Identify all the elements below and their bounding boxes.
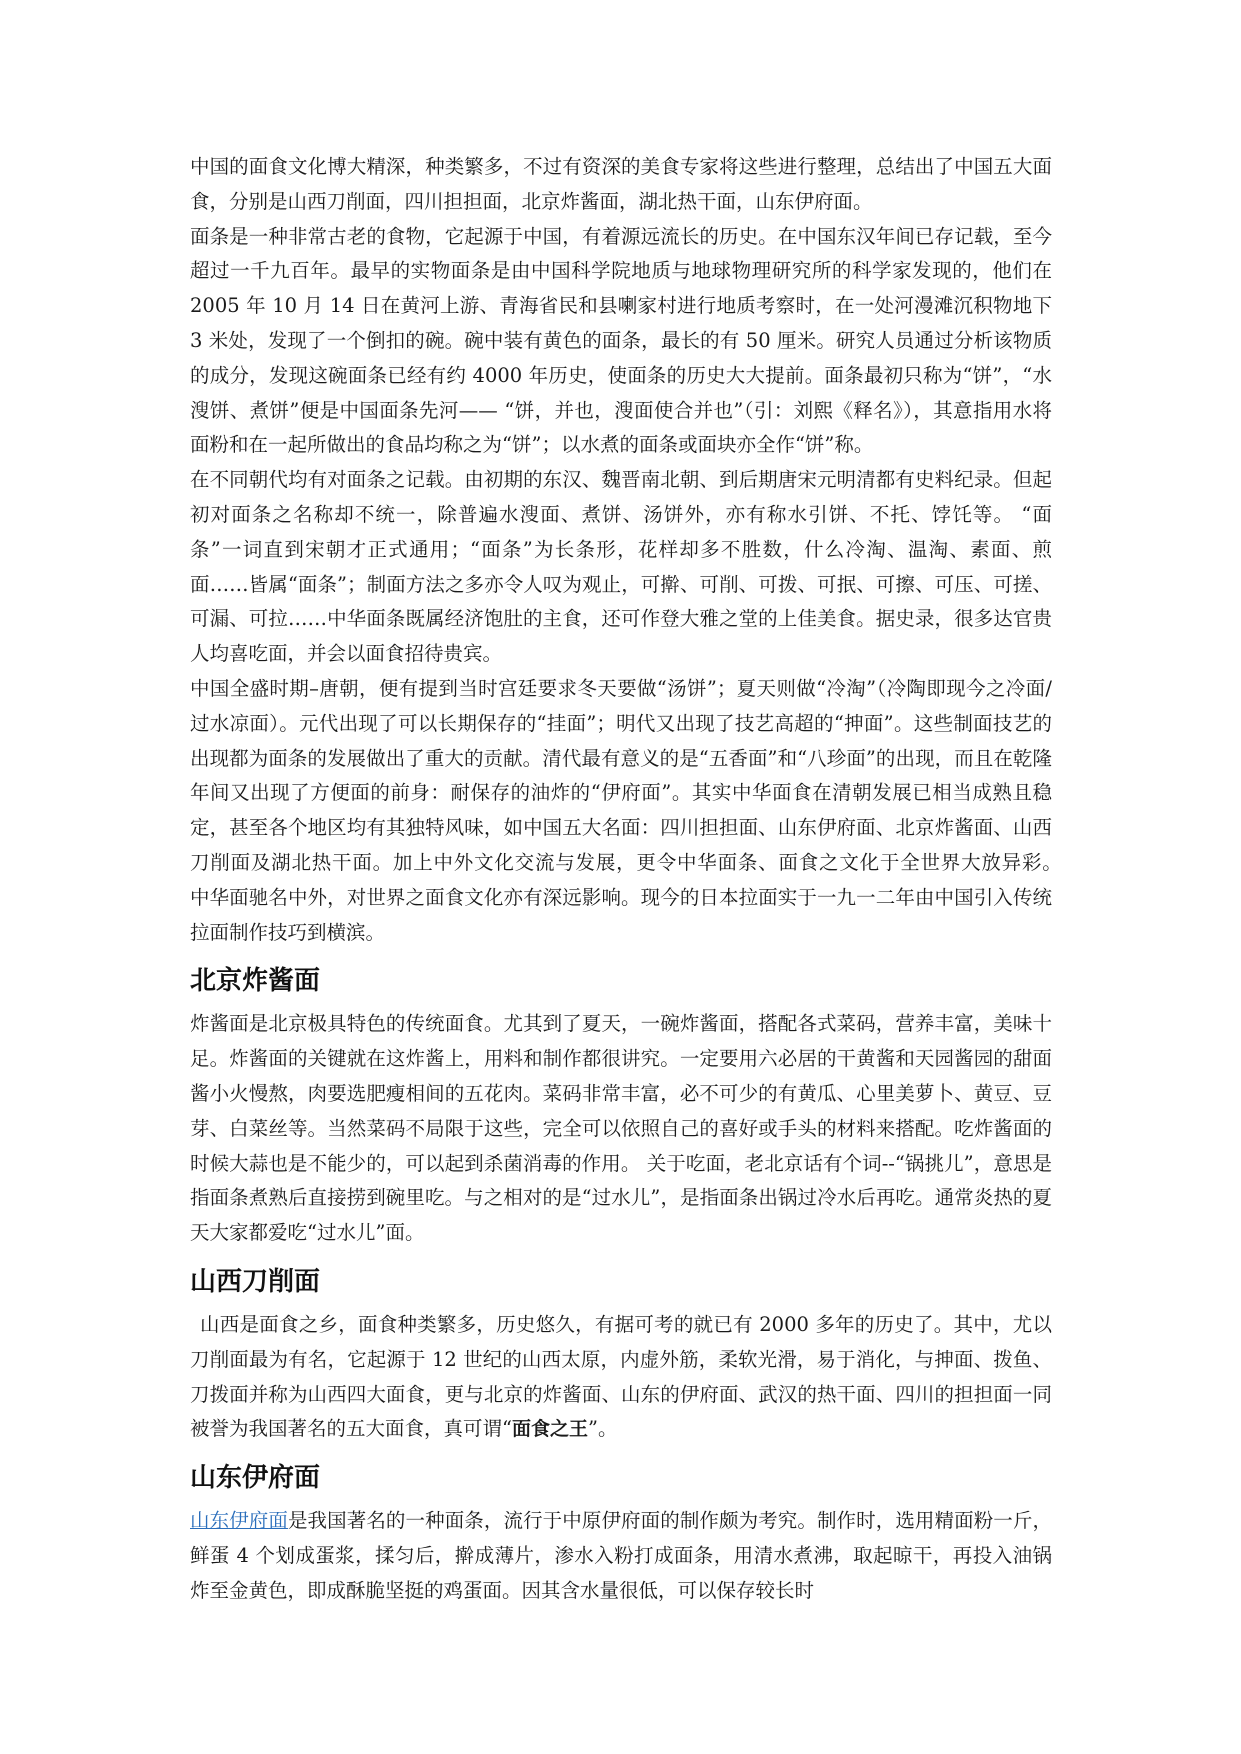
section-heading-shandong: 山东伊府面 (190, 1463, 321, 1494)
intro-paragraph-4: 中国全盛时期–唐朝，便有提到当时宫廷要求冬天要做“汤饼”；夏天则做“冷淘”（冷陶即现今之冷面/过水凉面）。元代出现了可以长期保存的“挂面”；明代又出现了技艺高超的“抻面”。这些制面技艺的出现都为面条的发展做出了重大的贡献。清代最有意义的是“五香面”和“八珍面”的出现，而且在乾隆年间又出现了方便面的前身：耐保存的油炸的“伊府面”。其实中华面食在清朝发展已相当成熟且稳定，甚至各个地区均有其独特风味，如中国五大名面：四川担担面、山东伊府面、北京炸酱面、山西刀削面及湖北热干面。加上中外文化交流与发展，更令中华面条、面食之文化于全世界大放异彩。 中华面驰名中外，对世界之面食文化亦有深远影响。现今的日本拉面实于一九一二年由中国引入传统拉面制作技巧到横滨。 (190, 676, 1111, 944)
section-text-shanxi (190, 1308, 1052, 1447)
shanxi-tail: ”。 (588, 1417, 618, 1441)
section-text-shandong (190, 1504, 1052, 1608)
intro-paragraph-2: 面条是一种非常古老的食物，它起源于中国，有着源远流长的历史。在中国东汉年间已存记载，至今超过一千九百年。最早的实物面条是由中国科学院地质与地球物理研究所的科学家发现的，他们在 2005 年 10 月 14 日在黄河上游、青海省民和县喇家村进行地质考察时，在一处河漫滩沉积物地下 3 米处，发现了一个倒扣的碗。碗中装有黄色的面条，最长的有 50 厘米。研究人员通过分析该物质的成分，发现这碗面条已经有约 4000 年历史，使面条的历史大大提前。面条最初只称为“饼”，“水溲饼、煮饼”便是中国面条先河—— “饼，并也，溲面使合并也”（引：刘熙《释名》），其意指用水将面粉和在一起所做出的食品均称之为“饼”；以水煮的面条或面块亦全作“饼”称。 (190, 224, 1052, 457)
shandong-link[interactable]: 山东伊府面 (190, 1509, 288, 1533)
section-text-beijing: 炸酱面是北京极具特色的传统面食。尤其到了夏天，一碗炸酱面，搭配各式菜码，营养丰富，美味十足。炸酱面的关键就在这炸酱上，用料和制作都很讲究。一定要用六必居的干黄酱和天园酱园的甜面酱小火慢熬，肉要选肥瘦相间的五花肉。菜码非常丰富，必不可少的有黄瓜、心里美萝卜、黄豆、豆芽、白菜丝等。当然菜码不局限于这些，完全可以依照自己的喜好或手头的材料来搭配。吃炸酱面的时候大蒜也是不能少的，可以起到杀菌消毒的作用。 关于吃面，老北京话有个词--“锅挑儿”，意思是指面条煮熟后直接捞到碗里吃。与之相对的是“过水儿”，是指面条出锅过冷水后再吃。通常炎热的夏天大家都爱吃“过水儿”面。 (190, 1012, 1052, 1245)
section-heading-beijing: 北京炸酱面 (190, 966, 321, 997)
shanxi-emphasis: 面食之王 (511, 1418, 588, 1441)
section-heading-shanxi: 山西刀削面 (190, 1266, 321, 1297)
shandong-text: 是我国著名的一种面条，流行于中原伊府面的制作颇为考究。制作时，选用精面粉一斤，鲜蛋 4 个划成蛋浆，揉匀后，擀成薄片，渗水入粉打成面条，用清水煮沸，取起晾干，再投入油锅炸至金黄色，即成酥脆坚挺的鸡蛋面。因其含水量很低，可以保存较长时 (190, 1509, 1052, 1602)
document-page (190, 150, 1111, 1608)
intro-paragraph-1: 中国的面食文化博大精深，种类繁多，不过有资深的美食专家将这些进行整理，总结出了中国五大面食，分别是山西刀削面，四川担担面，北京炸酱面，湖北热干面，山东伊府面。 (190, 155, 1052, 213)
shanxi-text: 山西是面食之乡，面食种类繁多，历史悠久，有据可考的就已有 2000 多年的历史了。其中，尤以刀削面最为有名，它起源于 12 世纪的山西太原，内虚外筋，柔软光滑，易于消化，与抻面、拨鱼、刀拨面并称为山西四大面食，更与北京的炸酱面、山东的伊府面、武汉的热干面、四川的担担面一同被誉为我国著名的五大面食，真可谓“ (190, 1312, 1052, 1441)
intro-paragraph-3: 在不同朝代均有对面条之记载。由初期的东汉、魏晋南北朝、到后期唐宋元明清都有史料纪录。但起初对面条之名称却不统一，除普遍水溲面、煮饼、汤饼外，亦有称水引饼、不托、饽饦等。 “面条”一词直到宋朝才正式通用；“面条”为长条形，花样却多不胜数，什么冷淘、温淘、素面、煎面……皆属“面条”；制面方法之多亦令人叹为观止，可擀、可削、可拨、可抿、可擦、可压、可搓、可漏、可拉……中华面条既属经济饱肚的主食，还可作登大雅之堂的上佳美食。据史录，很多达官贵人均喜吃面，并会以面食招待贵宾。 (190, 468, 1052, 666)
